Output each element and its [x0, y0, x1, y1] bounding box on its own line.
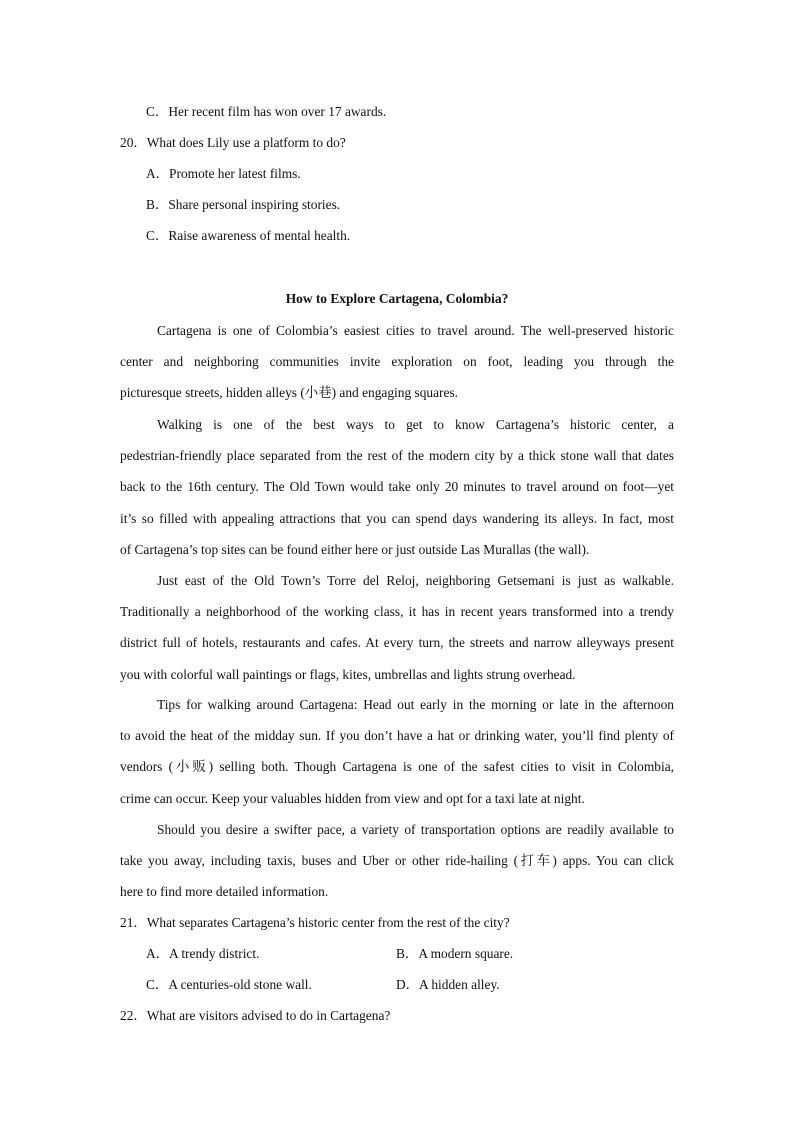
- q20-option-c: C．Raise awareness of mental health.: [146, 228, 351, 243]
- passage-paragraph-3: [120, 565, 674, 690]
- paragraph-line: it’s so filled with appealing attractions that you can spend days wandering its alleys. In fact, most: [120, 510, 674, 526]
- paragraph-line: Just east of the Old Town’s Torre del Reloj, neighboring Getsemani is just as walkable.: [157, 573, 674, 588]
- paragraph-line: pedestrian-friendly place separated from the rest of the modern city by a thick stone wall that dates: [120, 448, 674, 464]
- paragraph-line: to avoid the heat of the midday sun. If you don’t have a hat or drinking water, you’ll find plenty of: [120, 728, 674, 744]
- passage-paragraph-1: [120, 315, 674, 409]
- paragraph-line: you with colorful wall paintings or flags, kites, umbrellas and lights strung overhead.: [120, 666, 576, 682]
- q22-stem: 22．What are visitors advised to do in Cartagena?: [120, 1008, 391, 1023]
- q21-option-a: A．A trendy district.: [146, 946, 260, 961]
- passage-title: How to Explore Cartagena, Colombia?: [285, 291, 509, 306]
- paragraph-line: take you away, including taxis, buses and Uber or other ride-hailing (打车) apps. You can click: [120, 853, 674, 869]
- q20-stem: 20．What does Lily use a platform to do?: [120, 135, 346, 150]
- q21-option-c: C．A centuries-old stone wall.: [146, 977, 312, 992]
- paragraph-line: center and neighboring communities invite exploration on foot, leading you through the: [120, 354, 674, 370]
- paragraph-line: district full of hotels, restaurants and cafes. At every turn, the streets and narrow alleyways present: [120, 635, 674, 651]
- paragraph-line: picturesque streets, hidden alleys (小巷) and engaging squares.: [120, 385, 459, 401]
- q20-option-a: A．Promote her latest films.: [146, 166, 301, 181]
- paragraph-line: crime can occur. Keep your valuables hidden from view and opt for a taxi late at night.: [120, 790, 585, 806]
- q20-option-b: B．Share personal inspiring stories.: [146, 197, 341, 212]
- paragraph-line: here to find more detailed information.: [120, 884, 329, 900]
- passage-paragraph-4: [120, 689, 674, 814]
- paragraph-line: Cartagena is one of Colombia’s easiest cities to travel around. The well-preserved historic: [157, 323, 674, 338]
- q19-option-c: C．Her recent film has won over 17 awards.: [146, 104, 387, 119]
- paragraph-line: Traditionally a neighborhood of the working class, it has in recent years transformed into a trendy: [120, 604, 674, 620]
- q21-stem: 21．What separates Cartagena’s historic center from the rest of the city?: [120, 915, 510, 930]
- paragraph-line: Walking is one of the best ways to get to know Cartagena’s historic center, a: [157, 417, 674, 432]
- paragraph-line: vendors (小贩) selling both. Though Cartagena is one of the safest cities to visit in Colombia,: [120, 759, 674, 775]
- paragraph-line: Should you desire a swifter pace, a variety of transportation options are readily available to: [157, 822, 674, 837]
- q21-option-d: D．A hidden alley.: [396, 977, 500, 992]
- passage-paragraph-2: [120, 409, 674, 565]
- passage-paragraph-5: [120, 814, 674, 908]
- q21-option-b: B．A modern square.: [396, 946, 514, 961]
- paragraph-line: back to the 16th century. The Old Town would take only 20 minutes to travel around on foot—yet: [120, 479, 674, 495]
- paragraph-line: Tips for walking around Cartagena: Head out early in the morning or late in the afternoon: [157, 697, 674, 712]
- paragraph-line: of Cartagena’s top sites can be found either here or just outside Las Murallas (the wall).: [120, 541, 590, 557]
